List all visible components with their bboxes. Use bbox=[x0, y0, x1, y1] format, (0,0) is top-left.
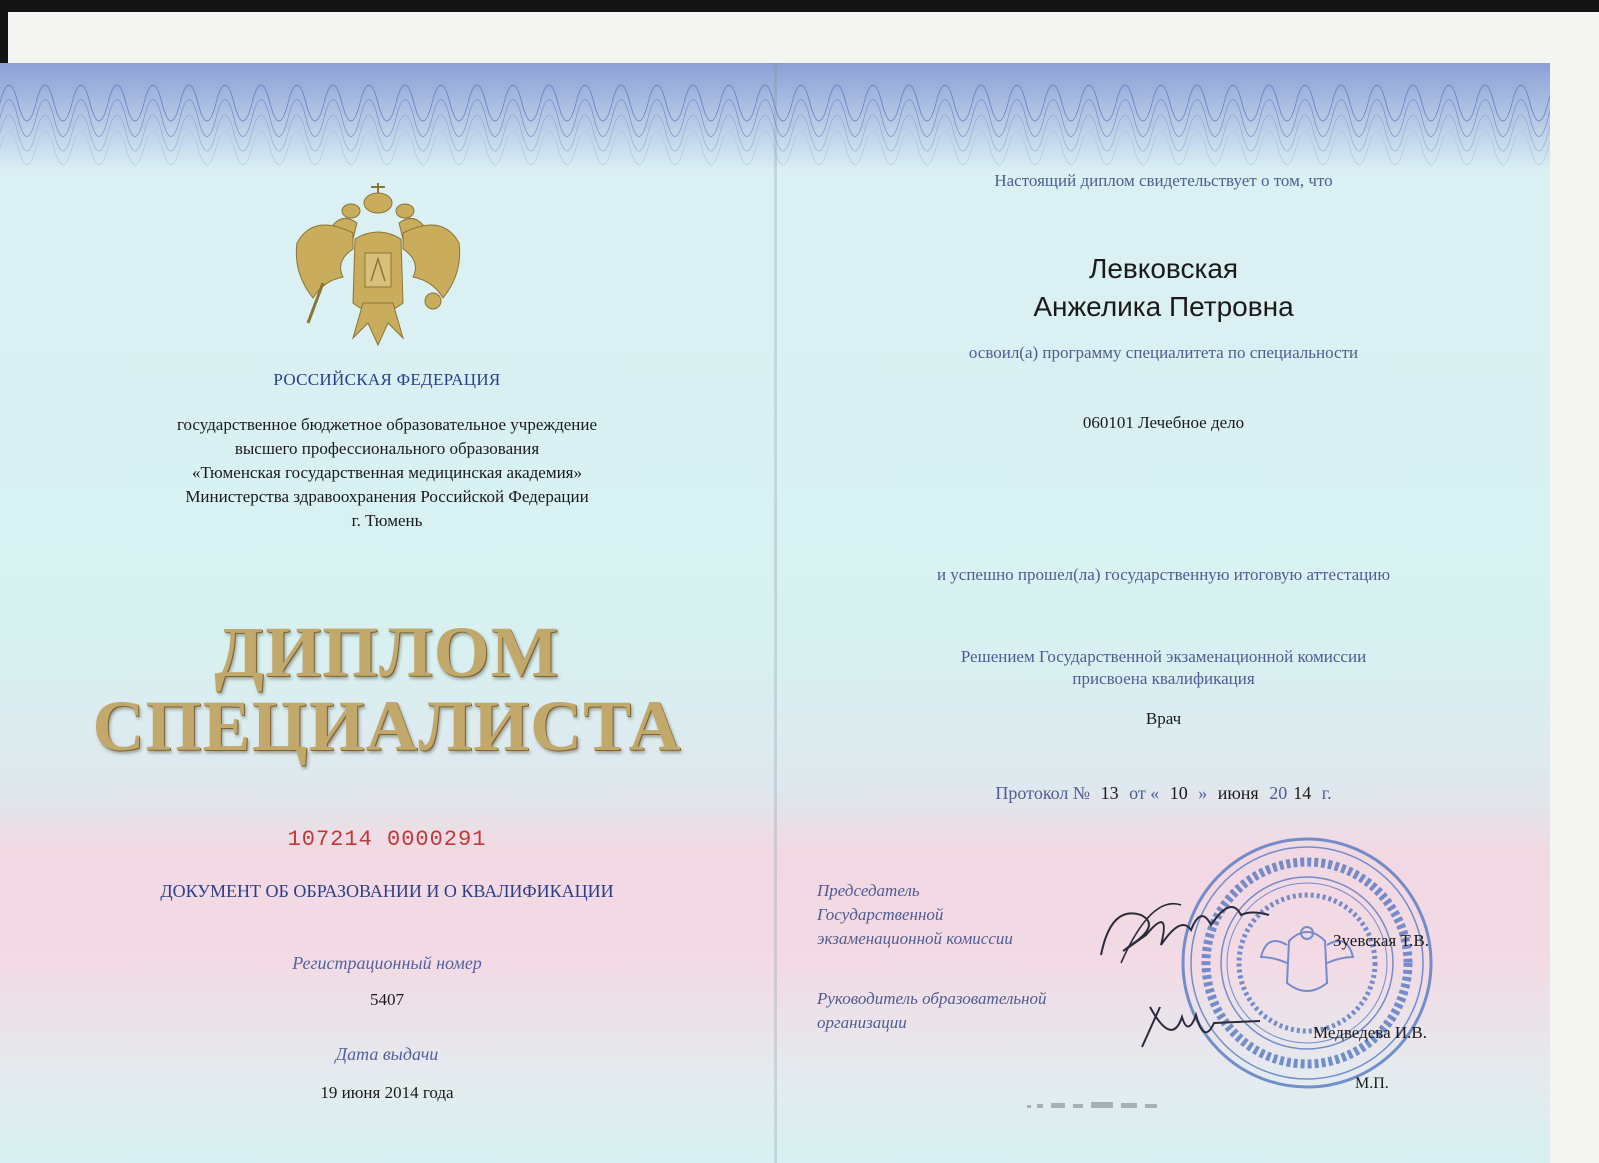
decision-line: Решением Государственной экзаменационной комиссии bbox=[960, 647, 1367, 666]
protocol-number: 13 bbox=[1100, 783, 1119, 803]
protocol-year-suffix: 14 bbox=[1293, 783, 1312, 803]
graduate-given-names: Анжелика Петровна bbox=[1033, 291, 1294, 322]
head-label bbox=[817, 987, 1047, 1035]
institution-line: г. Тюмень bbox=[351, 511, 423, 530]
institution-line: «Тюменская государственная медицинская академия» bbox=[192, 463, 582, 482]
protocol-line bbox=[777, 783, 1550, 804]
scan-left-border bbox=[0, 0, 8, 66]
diploma-title: ДИПЛОМ bbox=[214, 612, 560, 692]
protocol-from: от bbox=[1129, 783, 1146, 803]
program-statement: освоил(а) программу специалитета по специальности bbox=[968, 343, 1359, 362]
country-name: РОССИЙСКАЯ ФЕДЕРАЦИЯ bbox=[273, 370, 501, 389]
institution-line: высшего профессионального образования bbox=[234, 439, 540, 458]
institution-line: государственное бюджетное образовательное учреждение bbox=[176, 415, 598, 434]
seal-place-mark: М.П. bbox=[1355, 1075, 1389, 1092]
chair-signature bbox=[1091, 885, 1271, 975]
protocol-year-prefix: 20 bbox=[1269, 783, 1288, 803]
protocol-quote-open: « bbox=[1150, 783, 1160, 803]
faded-print-marks bbox=[1027, 1099, 1167, 1113]
head-label-line: Руководитель образовательной bbox=[817, 989, 1047, 1008]
protocol-number-sign: № bbox=[1072, 783, 1091, 803]
specialty: 060101 Лечебное дело bbox=[1082, 413, 1245, 432]
graduate-surname: Левковская bbox=[1088, 253, 1239, 284]
protocol-quote-close: » bbox=[1198, 783, 1208, 803]
right-page bbox=[777, 63, 1550, 1163]
head-signature bbox=[1132, 997, 1262, 1057]
certify-intro: Настоящий диплом свидетельствует о том, что bbox=[994, 171, 1333, 190]
registration-number: 5407 bbox=[370, 990, 404, 1009]
decision-line: присвоена квалификация bbox=[1072, 669, 1255, 688]
chair-label bbox=[817, 879, 1013, 951]
head-name: Медведева И.В. bbox=[1313, 1023, 1428, 1042]
institution-line: Министерства здравоохранения Российской Федерации bbox=[185, 487, 589, 506]
coat-of-arms-icon bbox=[283, 173, 473, 353]
protocol-year-abbr: г. bbox=[1321, 783, 1332, 803]
protocol-month: июня bbox=[1217, 783, 1259, 803]
protocol-day: 10 bbox=[1169, 783, 1188, 803]
qualification: Врач bbox=[1145, 709, 1182, 728]
document-type: ДОКУМЕНТ ОБ ОБРАЗОВАНИИ И О КВАЛИФИКАЦИИ bbox=[160, 881, 614, 901]
scan-top-border bbox=[0, 0, 1599, 12]
chair-label-line: Председатель bbox=[817, 881, 920, 900]
chair-label-line: Государственной bbox=[817, 905, 944, 924]
chair-name: Зуевская Т.В. bbox=[1333, 931, 1429, 950]
left-page bbox=[0, 63, 774, 1163]
commission-decision bbox=[777, 646, 1550, 690]
head-label-line: организации bbox=[817, 1013, 907, 1032]
chair-label-line: экзаменационной комиссии bbox=[817, 929, 1013, 948]
registration-label: Регистрационный номер bbox=[292, 953, 482, 973]
issue-date: 19 июня 2014 года bbox=[320, 1083, 454, 1102]
serial-number: 107214 0000291 bbox=[287, 827, 487, 852]
issue-date-label: Дата выдачи bbox=[335, 1044, 439, 1064]
institution-name bbox=[0, 413, 774, 533]
protocol-label: Протокол bbox=[995, 783, 1069, 803]
diploma-subtitle: СПЕЦИАЛИСТА bbox=[92, 686, 682, 766]
attestation-statement: и успешно прошел(ла) государственную итоговую аттестацию bbox=[936, 565, 1391, 584]
diploma-sheet bbox=[0, 63, 1550, 1163]
